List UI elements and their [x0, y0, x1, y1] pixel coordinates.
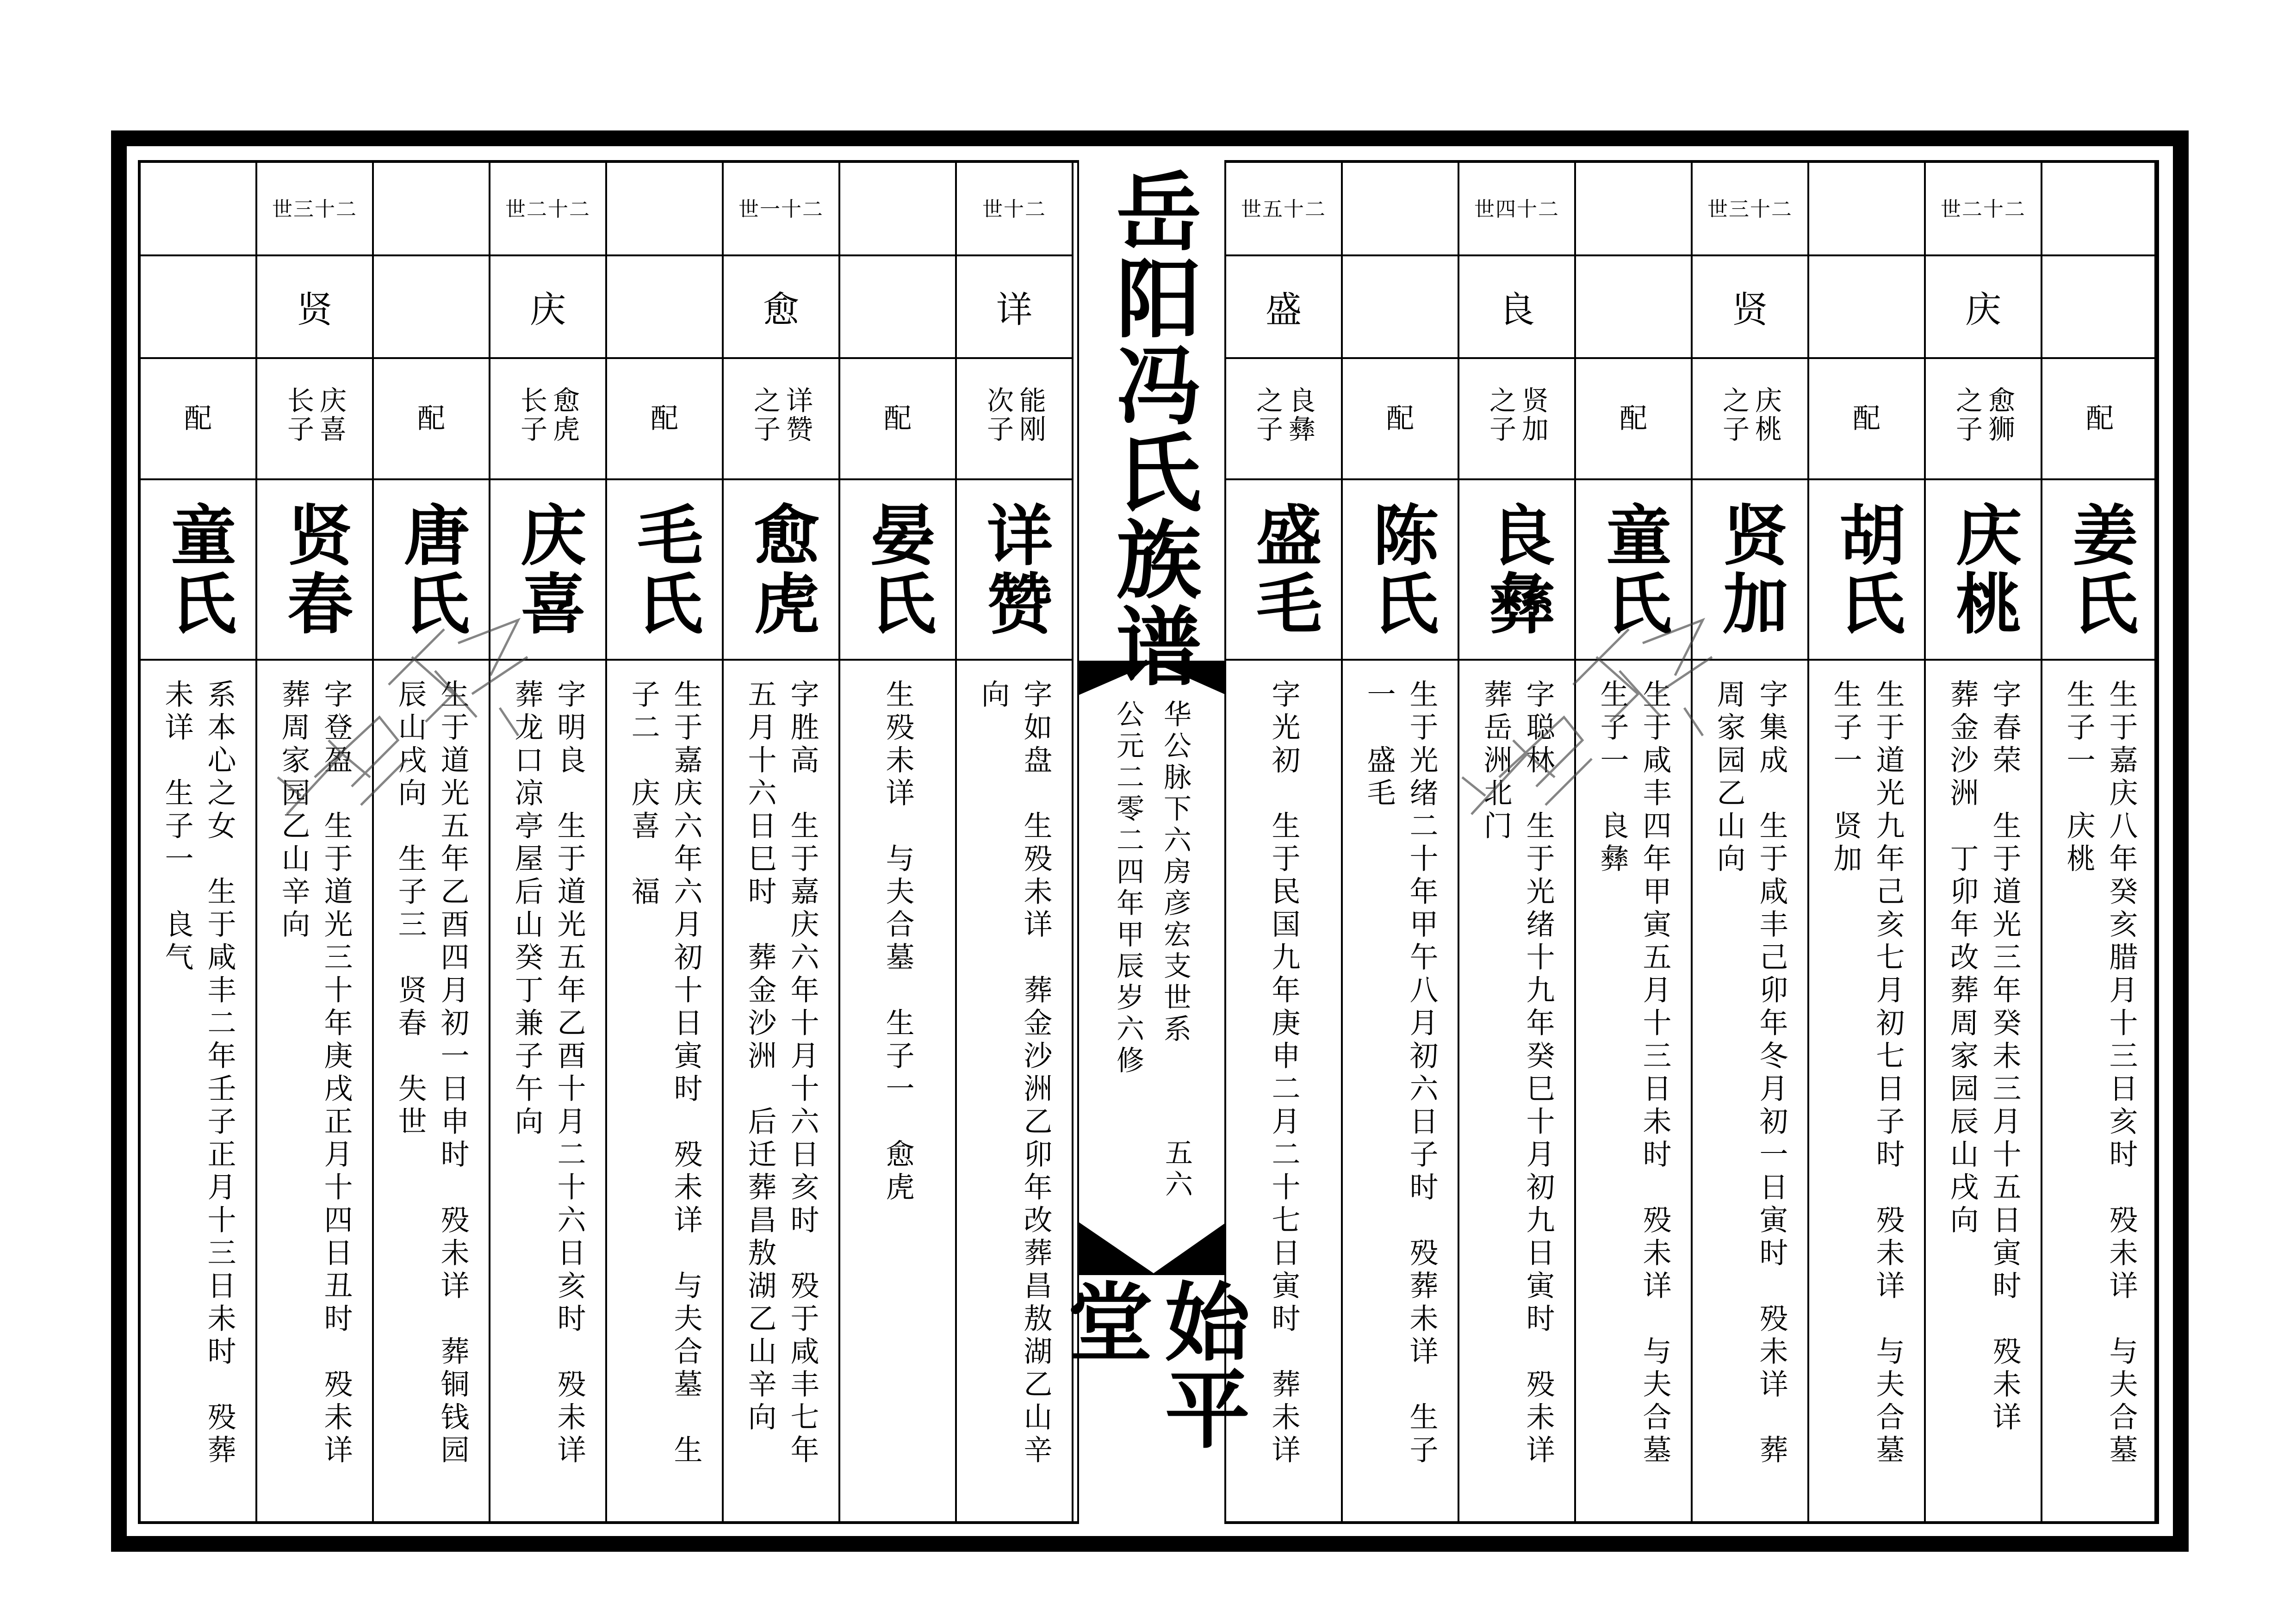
- name-cell: [1809, 480, 1924, 661]
- person-name: 陈氏: [1362, 501, 1439, 638]
- generation-char-cell: [957, 256, 1072, 359]
- person-name: 良彝: [1478, 501, 1555, 638]
- parent-name: 能刚: [1015, 386, 1046, 444]
- person-name: 庆喜: [509, 501, 586, 638]
- kinship: 之子: [1485, 386, 1516, 444]
- name-cell: [840, 480, 955, 661]
- generation-label: [607, 160, 722, 254]
- generation-cell: [490, 160, 605, 256]
- relation-cell: [257, 359, 372, 480]
- generation-cell: [840, 160, 955, 256]
- generation-label: [840, 160, 955, 254]
- biography-cell: [1809, 661, 1924, 1524]
- generation-cell: [2042, 160, 2157, 256]
- biography-cell: [607, 661, 722, 1524]
- biography-line: 字聪林 生于光绪十九年癸巳十月初九日寅时 殁未详: [1521, 679, 1555, 1468]
- relation-cell: [957, 359, 1072, 480]
- generation-label: [374, 160, 489, 254]
- band-bottom-triangle: [1079, 1222, 1226, 1273]
- biography-line: 字光初 生于民国九年庚申二月二十七日寅时 葬未详: [1267, 679, 1301, 1468]
- generation-label: 世二十二: [1941, 198, 2026, 221]
- generation-char-cell: [141, 256, 255, 359]
- parent-name: 良彝: [1284, 386, 1316, 444]
- name-cell: [2042, 480, 2157, 661]
- generation-cell: [724, 160, 838, 256]
- relation-cell: [374, 359, 489, 480]
- biography-line: 五月十六日巳时 葬金沙洲 后迁葬昌敖湖乙山辛向: [743, 679, 777, 1435]
- generation-cell: [1459, 160, 1574, 256]
- generation-char-cell: [1226, 256, 1341, 359]
- biography-line: 系本心之女 生于咸丰二年壬子正月十三日未时 殁葬: [203, 679, 236, 1468]
- biography-line: 未详 生子一 良气: [160, 679, 194, 975]
- relation-cell: [1459, 359, 1574, 480]
- generation-character: [2042, 256, 2157, 357]
- right-column: [1459, 160, 1576, 1524]
- biography-cell: [1343, 661, 1458, 1524]
- relation-cell: [607, 359, 722, 480]
- name-cell: [141, 480, 255, 661]
- generation-character: 庆: [529, 289, 566, 331]
- biography-line: 葬岳洲北门: [1479, 679, 1513, 843]
- person-name: 贤加: [1712, 501, 1788, 638]
- biography-line: 子二 庆喜 福: [627, 679, 660, 909]
- biography-line: 字如盘 生殁未详 葬金沙洲乙卯年改葬昌敖湖乙山辛: [1019, 679, 1053, 1468]
- generation-char-cell: [374, 256, 489, 359]
- kinship: 次子: [982, 386, 1014, 444]
- relation: [1693, 359, 1807, 478]
- biography-cell: [257, 661, 372, 1524]
- generation-character: 良: [1498, 289, 1535, 331]
- generation-label: [141, 160, 255, 254]
- person-name: 晏氏: [859, 501, 936, 638]
- left-column: [490, 160, 607, 1524]
- biography-cell: [1459, 661, 1574, 1524]
- name-cell: [490, 480, 605, 661]
- person-name: 贤春: [276, 501, 353, 638]
- relation: 配: [651, 403, 678, 435]
- biography-line: 一 盛毛: [1362, 679, 1396, 811]
- person-name: 盛毛: [1245, 501, 1322, 638]
- person-name: 胡氏: [1828, 501, 1905, 638]
- generation-character: [840, 256, 955, 357]
- generation-label: 世一十二: [738, 198, 824, 221]
- relation: 配: [1853, 403, 1880, 435]
- generation-character: [141, 256, 255, 357]
- generation-cell: [957, 160, 1072, 256]
- relation: [490, 359, 605, 478]
- relation-cell: [840, 359, 955, 480]
- left-column: [724, 160, 840, 1524]
- generation-label: [2042, 160, 2157, 254]
- biography-cell: [840, 661, 955, 1524]
- relation-cell: [2042, 359, 2157, 480]
- generation-cell: [1693, 160, 1807, 256]
- hall-name: 始平堂: [1053, 1278, 1250, 1452]
- generation-char-cell: [1459, 256, 1574, 359]
- biography-cell: [2042, 661, 2157, 1524]
- generation-character: [607, 256, 722, 357]
- kinship: 长子: [283, 386, 314, 444]
- generation-char-cell: [257, 256, 372, 359]
- generation-character: [1343, 256, 1458, 357]
- generation-cell: [1226, 160, 1341, 256]
- kinship: 之子: [1718, 386, 1750, 444]
- name-cell: [607, 480, 722, 661]
- generation-cell: [607, 160, 722, 256]
- generation-cell: [257, 160, 372, 256]
- generation-label: [1576, 160, 1691, 254]
- generation-label: 世五十二: [1241, 198, 1326, 221]
- kinship: 长子: [516, 386, 547, 444]
- biography-line: 字登盈 生于道光三十年庚戌正月十四日丑时 殁未详: [319, 679, 353, 1468]
- kinship: 之子: [749, 386, 781, 444]
- person-name: 庆桃: [1945, 501, 2022, 638]
- book-title: 岳阳冯氏族谱: [1102, 167, 1202, 689]
- generation-character: 庆: [1965, 289, 2001, 331]
- generation-character: [1576, 256, 1691, 357]
- kinship: 之子: [1252, 386, 1283, 444]
- relation-cell: [1926, 359, 2041, 480]
- info-band: [1079, 661, 1224, 1275]
- parent-name: 愈狮: [1984, 386, 2015, 444]
- generation-char-cell: [724, 256, 838, 359]
- biography-line: 字明良 生于道光五年乙酉十月二十六日亥时 殁未详: [552, 679, 586, 1468]
- name-cell: [1926, 480, 2041, 661]
- biography-line: 生于光绪二十年甲午八月初六日子时 殁葬未详 生子: [1405, 679, 1439, 1468]
- name-cell: [257, 480, 372, 661]
- biography-cell: [1926, 661, 2041, 1524]
- relation-cell: [490, 359, 605, 480]
- right-column: [1343, 160, 1459, 1524]
- generation-char-cell: [490, 256, 605, 359]
- parent-name: 详赞: [782, 386, 813, 444]
- relation-cell: [1809, 359, 1924, 480]
- generation-label: [1809, 160, 1924, 254]
- biography-line: 生于咸丰四年甲寅五月十三日未时 殁未详 与夫合墓: [1638, 679, 1672, 1468]
- generation-character: [374, 256, 489, 357]
- name-cell: [1343, 480, 1458, 661]
- name-cell: [957, 480, 1072, 661]
- left-column: [257, 160, 374, 1524]
- generation-cell: [1926, 160, 2041, 256]
- right-column: [1693, 160, 1809, 1524]
- biography-line: 葬龙口凉亭屋后山癸丁兼子午向: [510, 679, 544, 1139]
- relation: 配: [1620, 403, 1647, 435]
- relation: [957, 359, 1072, 478]
- parent-name: 贤加: [1517, 386, 1549, 444]
- generation-char-cell: [2042, 256, 2157, 359]
- generation-char-cell: [1926, 256, 2041, 359]
- biography-line: 生殁未详 与夫合墓 生子一 愈虎: [881, 679, 915, 1205]
- biography-cell: [1576, 661, 1691, 1524]
- biography-line: 生子一 贤加: [1829, 679, 1862, 876]
- biography-line: 向: [976, 679, 1010, 712]
- biography-line: 周家园乙山向: [1712, 679, 1746, 876]
- biography-cell: [374, 661, 489, 1524]
- generation-char-cell: [840, 256, 955, 359]
- center-band: [1053, 160, 1250, 1524]
- generation-cell: [374, 160, 489, 256]
- biography-line: 生于道光五年乙酉四月初一日申时 殁未详 葬铜钱园: [436, 679, 470, 1468]
- generation-character: 盛: [1265, 289, 1302, 331]
- biography-line: 字胜高 生于嘉庆六年十月十六日亥时 殁于咸丰七年: [786, 679, 819, 1468]
- right-column: [2042, 160, 2159, 1524]
- biography-line: 生子一 庆桃: [2062, 679, 2096, 876]
- generation-char-cell: [607, 256, 722, 359]
- generation-character: 贤: [296, 289, 333, 331]
- generation-char-cell: [1809, 256, 1924, 359]
- name-cell: [1576, 480, 1691, 661]
- generation-character: 愈: [763, 289, 799, 331]
- biography-line: 生于嘉庆八年癸亥腊月十三日亥时 殁未详 与夫合墓: [2104, 679, 2138, 1468]
- parent-name: 庆桃: [1750, 386, 1782, 444]
- person-name: 毛氏: [626, 501, 703, 638]
- name-cell: [1693, 480, 1807, 661]
- generation-cell: [1343, 160, 1458, 256]
- biography-line: 辰山戌向 生子三 贤春 失世: [393, 679, 427, 1139]
- relation: [1226, 359, 1341, 478]
- right-column: [1576, 160, 1693, 1524]
- relation: 配: [884, 403, 912, 435]
- name-cell: [1226, 480, 1341, 661]
- biography-line: 字集成 生于咸丰己卯年冬月初一日寅时 殁未详 葬: [1755, 679, 1788, 1468]
- relation: 配: [2086, 403, 2114, 435]
- biography-line: 生于道光九年己亥七月初七日子时 殁未详 与夫合墓: [1871, 679, 1905, 1468]
- left-column: [607, 160, 724, 1524]
- relation: 配: [1386, 403, 1414, 435]
- biography-cell: [490, 661, 605, 1524]
- relation-cell: [141, 359, 255, 480]
- person-name: 唐氏: [393, 501, 470, 638]
- name-cell: [1459, 480, 1574, 661]
- left-column: [141, 160, 257, 1524]
- generation-char-cell: [1576, 256, 1691, 359]
- relation: [724, 359, 838, 478]
- generation-character: 详: [996, 289, 1032, 331]
- generation-cell: [141, 160, 255, 256]
- page-number: 五六: [1160, 1138, 1193, 1201]
- generation-label: 世三十二: [272, 198, 357, 221]
- relation-cell: [724, 359, 838, 480]
- biography-cell: [1693, 661, 1807, 1524]
- generation-label: [1343, 160, 1458, 254]
- name-cell: [724, 480, 838, 661]
- relation: [1459, 359, 1574, 478]
- relation: [1926, 359, 2041, 478]
- band-text: [1079, 700, 1224, 1218]
- generation-character: [1809, 256, 1924, 357]
- generation-label: 世三十二: [1707, 198, 1793, 221]
- relation-cell: [1343, 359, 1458, 480]
- right-column: [1809, 160, 1926, 1524]
- generation-character: 贤: [1731, 289, 1768, 331]
- biography-line: 葬金沙洲 丁卯年改葬周家园辰山戌向: [1945, 679, 1979, 1238]
- band-top-triangle: [1079, 663, 1226, 695]
- generation-cell: [1576, 160, 1691, 256]
- person-name: 详赞: [976, 501, 1053, 638]
- relation: [257, 359, 372, 478]
- biography-cell: [724, 661, 838, 1524]
- relation-cell: [1226, 359, 1341, 480]
- kinship: 之子: [1951, 386, 1983, 444]
- name-cell: [374, 480, 489, 661]
- generation-label: 世二十二: [505, 198, 590, 221]
- lineage-line: 华公脉下六房彦宏支世系: [1159, 700, 1191, 1046]
- parent-name: 庆喜: [315, 386, 347, 444]
- generation-char-cell: [1343, 256, 1458, 359]
- generation-label: 世十二: [982, 198, 1046, 221]
- parent-name: 愈虎: [548, 386, 580, 444]
- biography-line: 葬周家园乙山辛向: [277, 679, 310, 942]
- person-name: 童氏: [160, 501, 236, 638]
- right-column: [1926, 160, 2042, 1524]
- person-name: 愈虎: [743, 501, 819, 638]
- relation-cell: [1693, 359, 1807, 480]
- relation: 配: [417, 403, 445, 435]
- generation-label: 世四十二: [1474, 198, 1559, 221]
- generation-cell: [1809, 160, 1924, 256]
- revision-line: 公元二零二四年甲辰岁六修: [1112, 700, 1144, 1077]
- biography-line: 字春荣 生于道光三年癸未三月十五日寅时 殁未详: [1988, 679, 2022, 1435]
- biography-line: 生于嘉庆六年六月初十日寅时 殁未详 与夫合墓 生: [669, 679, 703, 1468]
- biography-line: 生子一 良彝: [1595, 679, 1629, 876]
- person-name: 童氏: [1595, 501, 1672, 638]
- biography-cell: [141, 661, 255, 1524]
- relation: 配: [184, 403, 212, 435]
- person-name: 姜氏: [2061, 501, 2138, 638]
- relation-cell: [1576, 359, 1691, 480]
- left-column: [840, 160, 957, 1524]
- left-column: [374, 160, 490, 1524]
- generation-char-cell: [1693, 256, 1807, 359]
